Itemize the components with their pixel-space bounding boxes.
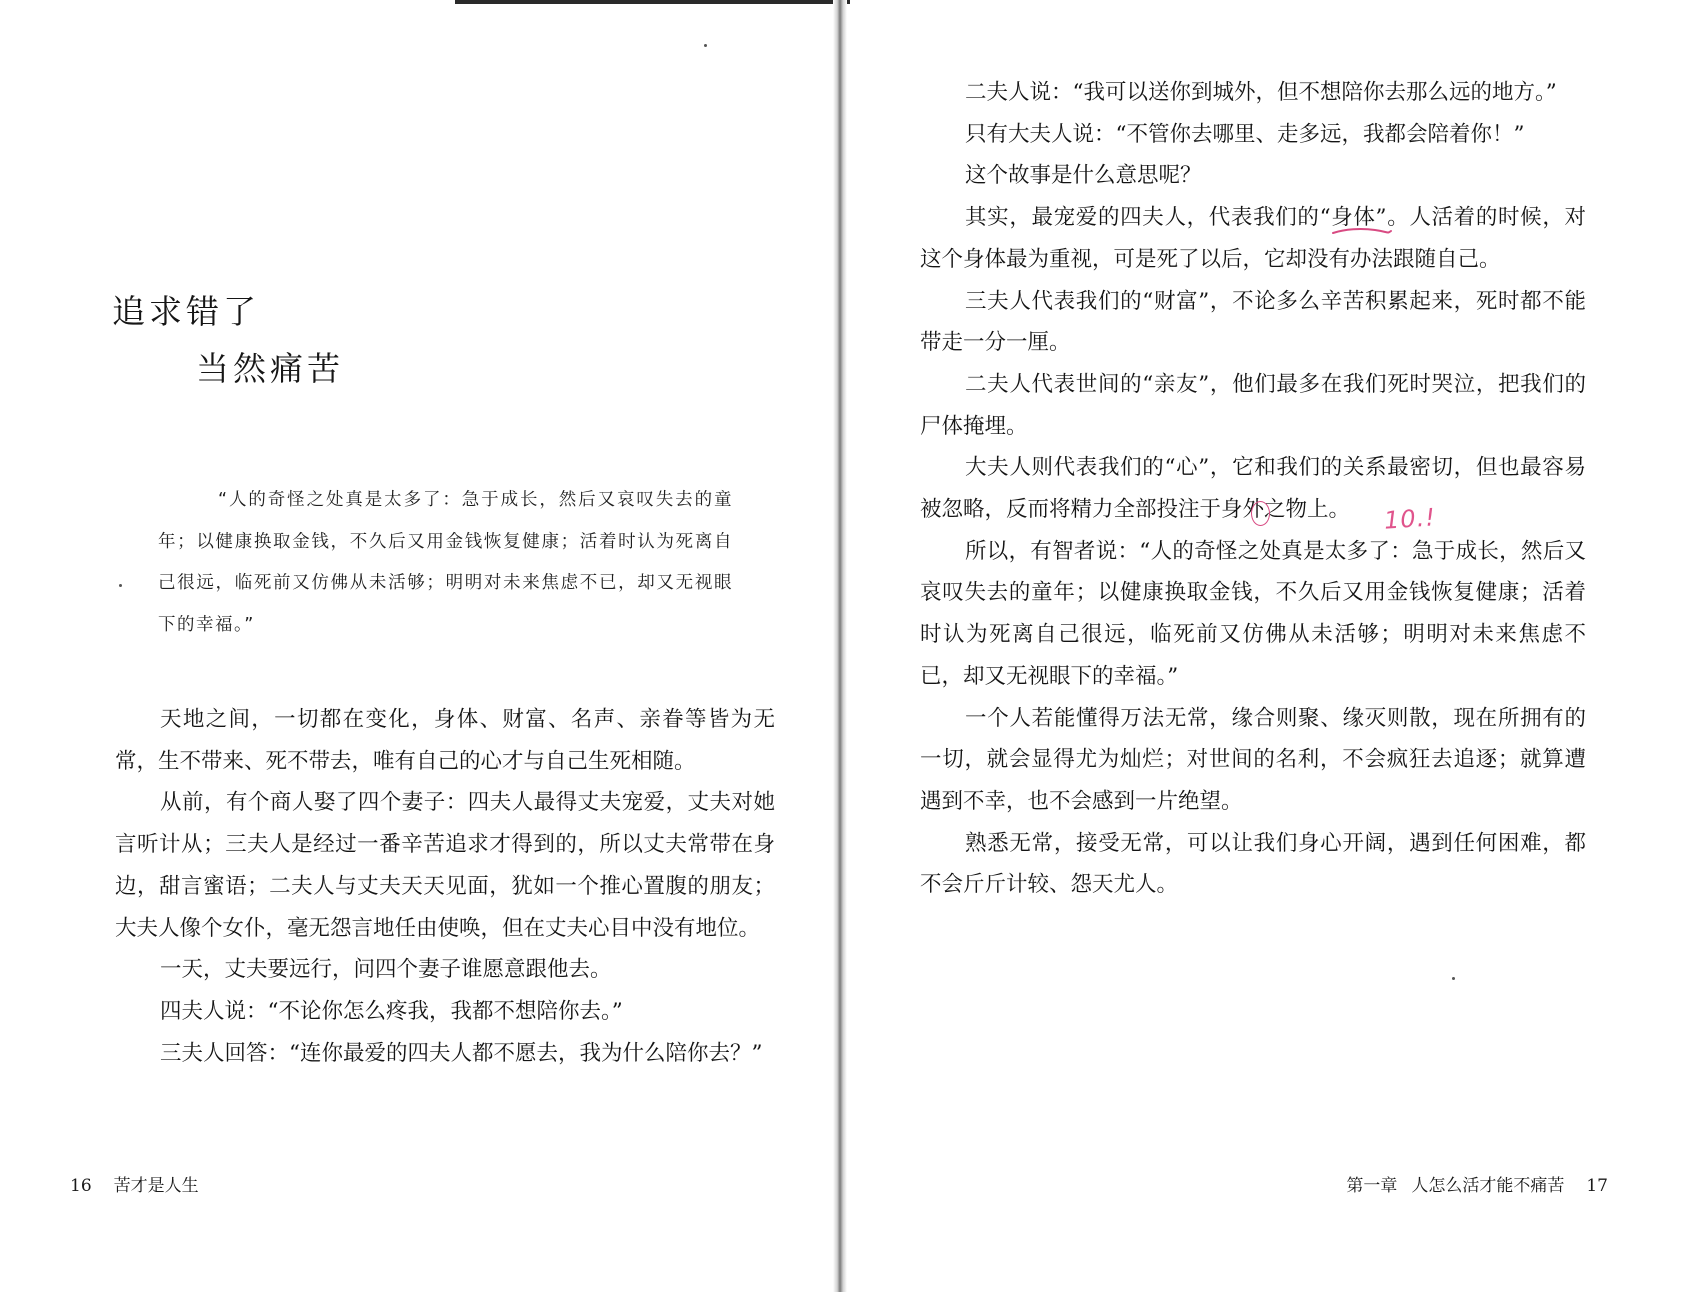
page-number: 17 <box>1586 1176 1608 1196</box>
paragraph: 二夫人代表世间的“亲友”，他们最多在我们死时哭泣，把我们的尸体掩埋。 <box>920 371 1586 439</box>
section-title-line-2: 当然痛苦 <box>196 349 344 388</box>
book-gutter <box>833 0 847 1292</box>
paragraph: 所以，有智者说：“人的奇怪之处真是太多了：急于成长，然后又哀叹失去的童年；以健康换取金钱，不久后又用金钱恢复健康；活着时认为死离自己很远，临死前又仿佛从未活够；明明对未来焦虑不已，却又无视眼下的幸福。” <box>920 538 1586 689</box>
left-page <box>0 0 833 1292</box>
paragraph: 其实，最宠爱的四夫人，代表我们的“身体”。人活着的时候，对这个身体最为重视，可是死了以后，它却没有办法跟随自己。 <box>920 205 1586 272</box>
book-title: 苦才是人生 <box>113 1176 199 1196</box>
paragraph: 三夫人回答：“连你最爱的四夫人都不愿去，我为什么陪你去？” <box>160 1040 763 1066</box>
paper-speck <box>1452 977 1455 980</box>
right-page-footer <box>1346 1178 1608 1195</box>
right-page <box>847 0 1682 1292</box>
paragraph: 这个故事是什么意思呢？ <box>965 163 1202 189</box>
paragraph: 从前，有个商人娶了四个妻子：四夫人最得丈夫宠爱，丈夫对她言听计从；三夫人是经过一番辛苦追求才得到的，所以丈夫常带在身边，甜言蜜语；二夫人与丈夫天天见面，犹如一个推心置腹的朋友；大夫人像个女仆，毫无怨言地任由使唤，但在丈夫心目中没有地位。 <box>115 790 775 941</box>
paragraph: 二夫人说：“我可以送你到城外，但不想陪你去那么远的地方。” <box>965 80 1557 105</box>
epigraph-quote: “人的奇怪之处真是太多了：急于成长，然后又哀叹失去的童年；以健康换取金钱，不久后又用金钱恢复健康；活着时认为死离自己很远，临死前又仿佛从未活够；明明对未来焦虑不已，却又无视眼下的幸福。” <box>158 490 733 635</box>
left-body-text <box>115 699 775 1074</box>
paragraph: 大夫人则代表我们的“心”，它和我们的关系最密切，但也最容易被忽略，反而将精力全部投注于身外之物上。 <box>920 455 1586 523</box>
paragraph: 天地之间，一切都在变化，身体、财富、名声、亲眷等皆为无常，生不带来、死不带去，唯有自己的心才与自己生死相随。 <box>115 707 775 774</box>
section-title-line-1: 追求错了 <box>112 292 260 331</box>
paragraph: 只有大夫人说：“不管你去哪里、走多远，我都会陪着你！” <box>965 121 1525 147</box>
left-page-footer <box>70 1178 199 1195</box>
chapter-title: 人怎么活才能不痛苦 <box>1411 1176 1565 1196</box>
right-body-text <box>920 72 1586 906</box>
paragraph: 一天，丈夫要远行，问四个妻子谁愿意跟他去。 <box>160 957 612 983</box>
paragraph: 四夫人说：“不论你怎么疼我，我都不想陪你去。” <box>160 998 623 1024</box>
paper-speck <box>704 44 707 47</box>
paragraph: 熟悉无常，接受无常，可以让我们身心开阔，遇到任何困难，都不会斤斤计较、怨天尤人。 <box>920 830 1586 898</box>
paper-speck <box>119 584 122 587</box>
chapter-label: 第一章 <box>1346 1176 1398 1196</box>
paragraph: 一个人若能懂得万法无常，缘合则聚、缘灭则散，现在所拥有的一切，就会显得尤为灿烂；对世间的名利，不会疯狂去追逐；就算遭遇到不幸，也不会感到一片绝望。 <box>920 705 1586 814</box>
handwritten-note: 10.! <box>1383 503 1437 535</box>
paragraph: 三夫人代表我们的“财富”，不论多么辛苦积累起来，死时都不能带走一分一厘。 <box>920 288 1586 356</box>
page-number: 16 <box>70 1176 92 1196</box>
